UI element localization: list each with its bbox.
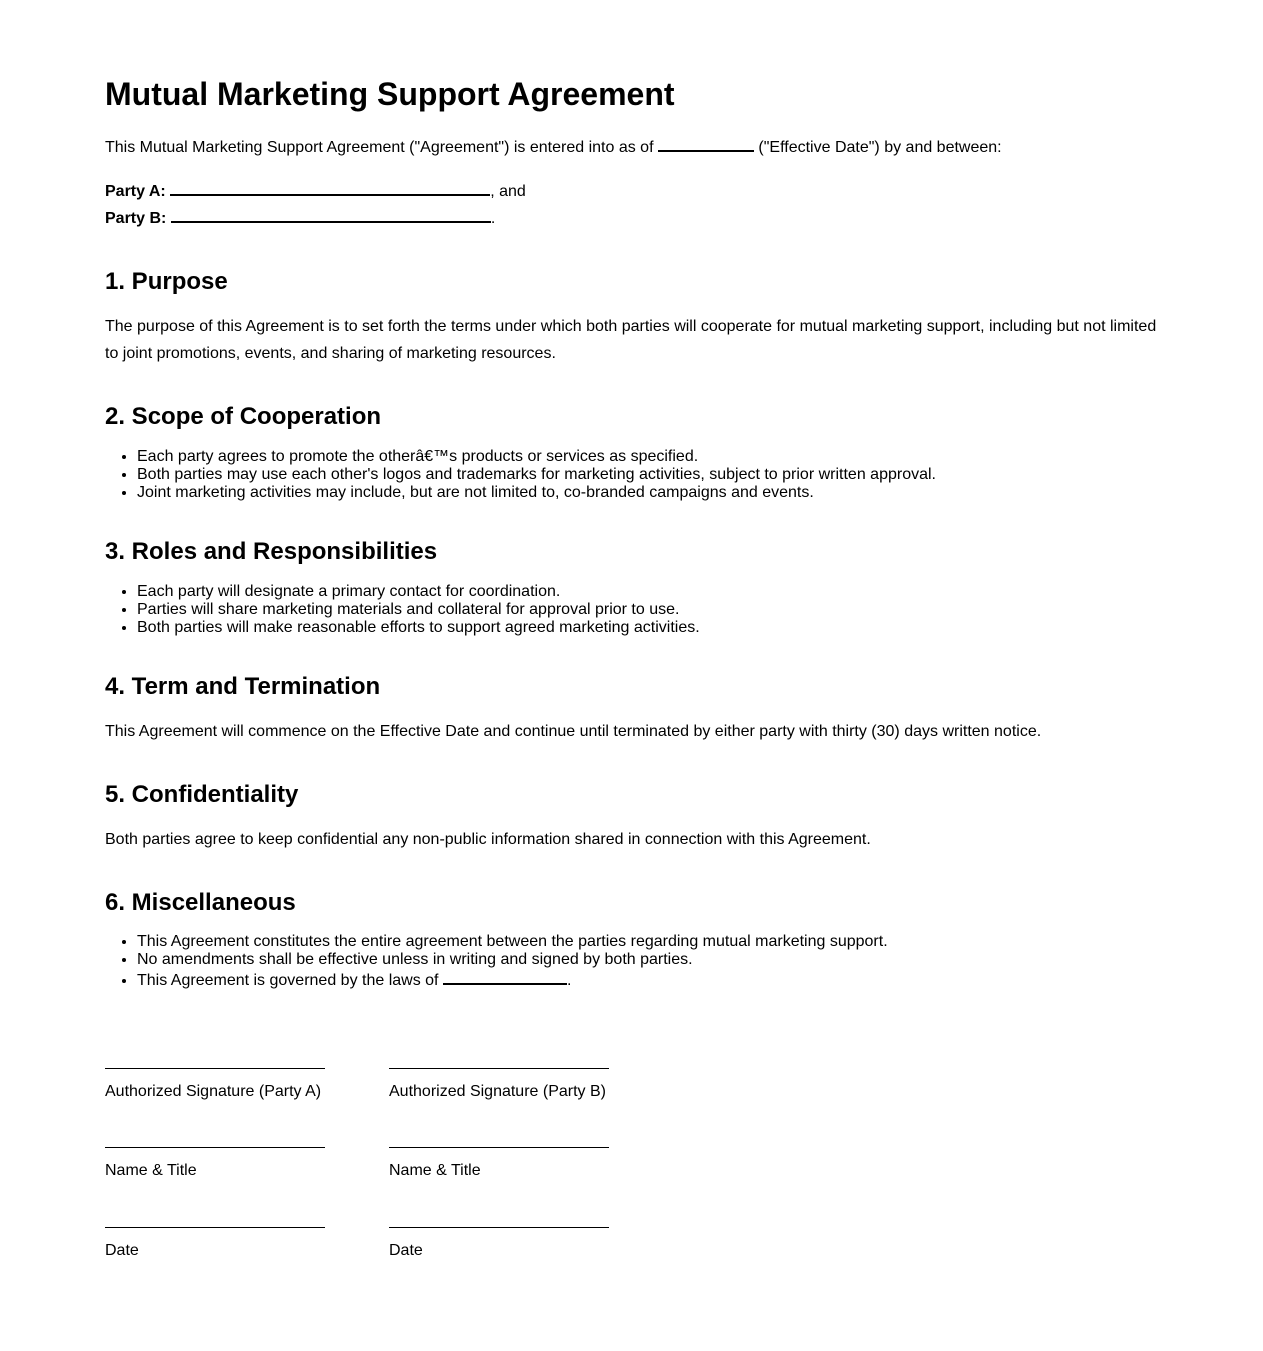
party-b-blank — [171, 207, 491, 223]
section-heading-misc: 6. Miscellaneous — [105, 889, 296, 916]
list-item: • Both parties may use each other's logos and trademarks for marketing activities, subject to prior written approval. — [137, 466, 1177, 484]
misc-list — [105, 933, 1177, 990]
term-paragraph: This Agreement will commence on the Effective Date and continue until terminated by either party with thirty (30) days written notice. — [105, 723, 1042, 740]
list-item: • Parties will share marketing materials and collateral for approval prior to use. — [137, 601, 1177, 619]
name-title-line — [105, 1147, 325, 1148]
intro-text-before: This Mutual Marketing Support Agreement ("Agreement") is entered into as of — [105, 139, 654, 156]
signature-block-party-b-name — [389, 1147, 609, 1181]
signature-block-party-a-signature — [105, 1068, 325, 1102]
roles-list — [105, 583, 1177, 637]
date-line — [105, 1227, 325, 1228]
date-label: Date — [105, 1242, 139, 1259]
name-title-line — [389, 1147, 609, 1148]
list-item: • Each party will designate a primary contact for coordination. — [137, 583, 1177, 601]
name-title-label: Name & Title — [105, 1162, 197, 1179]
governing-law-text: This Agreement is governed by the laws of — [137, 972, 439, 989]
list-item: • Joint marketing activities may include, but are not limited to, co-branded campaigns and events. — [137, 484, 1177, 502]
party-a-line — [105, 178, 526, 205]
document-title: Mutual Marketing Support Agreement — [105, 76, 675, 112]
signature-block-party-b-date — [389, 1227, 609, 1261]
list-item: • No amendments shall be effective unless in writing and signed by both parties. — [137, 951, 1177, 969]
date-label: Date — [389, 1242, 423, 1259]
list-item: • Each party agrees to promote the otherâ€™s products or services as specified. — [137, 448, 1177, 466]
section-heading-roles: 3. Roles and Responsibilities — [105, 538, 438, 565]
party-b-line — [105, 205, 495, 232]
party-b-label: Party B: — [105, 210, 167, 227]
party-a-label: Party A: — [105, 183, 166, 200]
section-heading-term: 4. Term and Termination — [105, 673, 381, 700]
section-heading-scope: 2. Scope of Cooperation — [105, 403, 382, 430]
signature-label: Authorized Signature (Party A) — [105, 1083, 322, 1100]
signature-label: Authorized Signature (Party B) — [389, 1083, 606, 1100]
signature-block-party-b-signature — [389, 1068, 609, 1102]
section-heading-purpose: 1. Purpose — [105, 268, 228, 295]
purpose-paragraph: The purpose of this Agreement is to set forth the terms under which both parties will cooperate for mutual marketing support, including but not limited to joint promotions, events, and sharing of marketing resources. — [105, 318, 1157, 362]
signature-line — [105, 1068, 325, 1069]
list-item: • This Agreement constitutes the entire agreement between the parties regarding mutual marketing support. — [137, 933, 1177, 951]
intro-text-after: ("Effective Date") by and between: — [758, 139, 1002, 156]
list-item: • Both parties will make reasonable efforts to support agreed marketing activities. — [137, 619, 1177, 637]
name-title-label: Name & Title — [389, 1162, 481, 1179]
intro-paragraph — [105, 134, 1002, 161]
party-b-suffix: . — [490, 210, 496, 227]
date-line — [389, 1227, 609, 1228]
signature-block-party-a-name — [105, 1147, 325, 1181]
section-heading-confidentiality: 5. Confidentiality — [105, 781, 299, 808]
governing-law-blank — [443, 969, 567, 985]
list-item — [137, 969, 1177, 990]
governing-law-suffix: . — [566, 972, 572, 989]
party-a-suffix: , and — [490, 183, 526, 200]
scope-list — [105, 448, 1177, 502]
signature-line — [389, 1068, 609, 1069]
party-a-blank — [170, 180, 490, 196]
signature-block-party-a-date — [105, 1227, 325, 1261]
confidentiality-paragraph: Both parties agree to keep confidential any non-public information shared in connection with this Agreement. — [105, 831, 871, 848]
effective-date-blank — [658, 136, 754, 152]
